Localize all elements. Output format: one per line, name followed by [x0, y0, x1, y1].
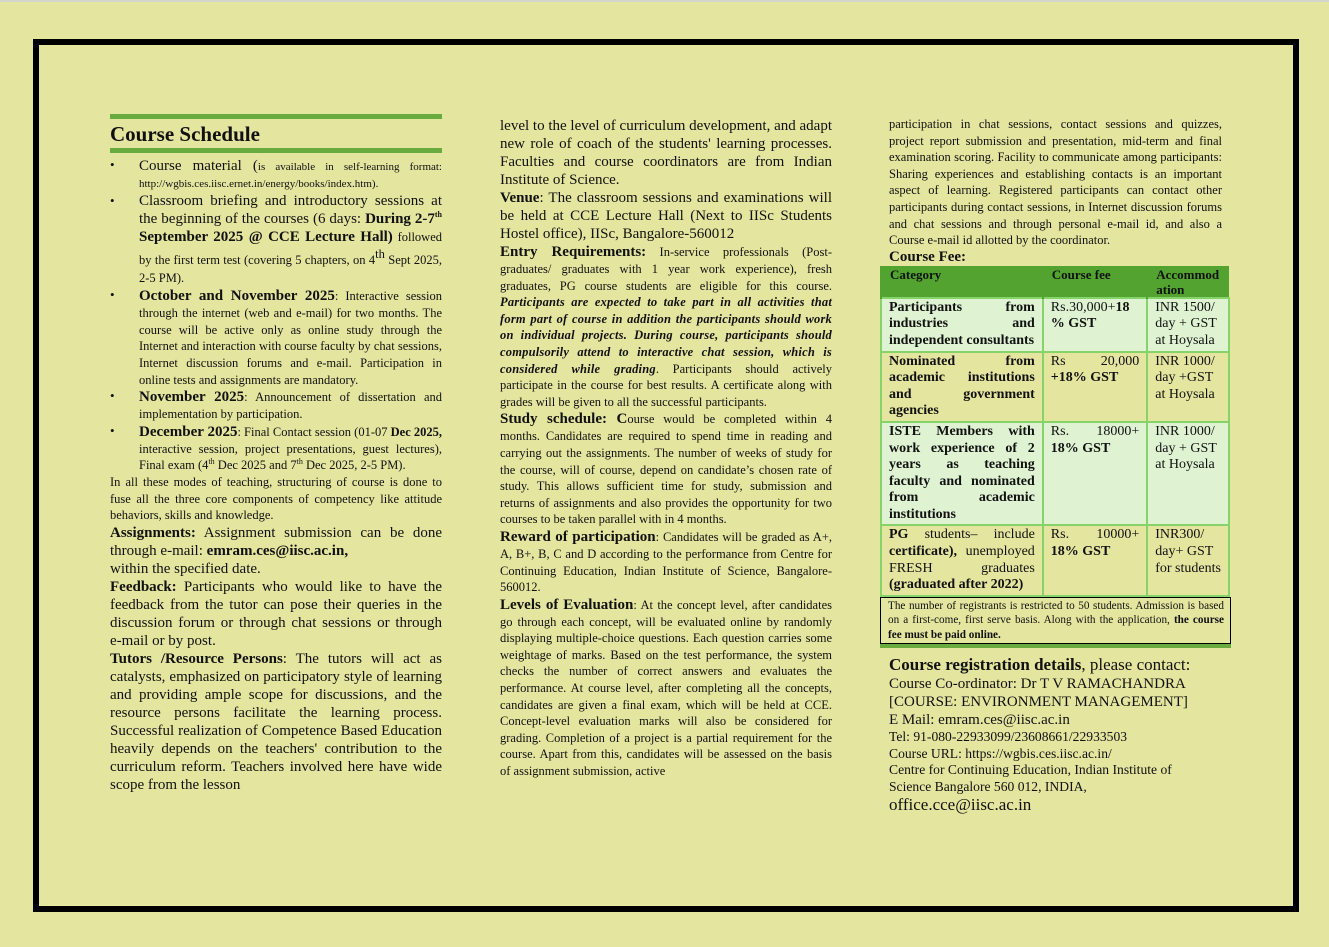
contact-block: [889, 675, 1222, 815]
course-url-link[interactable]: https://wgbis.ces.iisc.ac.in/: [965, 745, 1112, 761]
registration-title: Course registration details, please contact:: [889, 655, 1191, 675]
course-fee-table: [880, 266, 1230, 597]
levels-paragraph: Levels of Evaluation: At the concept level, after candidates go through each concept, will be evaluated online by randomly displaying multiple-choice questions. Each question carries some weightage of marks. Based on the test performance, the system checks the number of correct answers and evaluates the performance. At course level, after completing all the concepts, candidates are given a final exam, which will be held at CCE. Concept-level evaluation marks will also be considered for grading. Completion of a project is a partial requirement for the course. Apart from this, candidates will be assessed on the basis of assignment submission, active: [500, 596, 832, 779]
schedule-item-nov: • November 2025: Announcement of dissertation and implementation by participation.: [110, 388, 442, 423]
column-1: [110, 114, 442, 794]
table-row: [881, 525, 1229, 595]
row-fee: Rs 20,000 +18% GST: [1043, 352, 1147, 422]
email-line: E Mail: emram.ces@iisc.ac.in: [889, 712, 1070, 729]
column-3: [889, 116, 1222, 815]
coordinator-name: Course Co-ordinator: Dr T V RAMACHANDRA: [889, 676, 1186, 693]
header-course-fee: Course fee: [1043, 266, 1147, 298]
office-email-link[interactable]: office.cce@iisc.ac.in: [889, 794, 1032, 814]
feedback-paragraph: Feedback: Participants who would like to have the feedback from the tutor can pose their queries in the discussion forum or through chat sessions or through e-mail or by post.: [110, 578, 442, 649]
entry-requirements-paragraph: Entry Requirements: In-service professionals (Post-graduates/ graduates with 1 year work experience), fresh graduates, PG course students are eligible for this course. Participants are expected to take part in all activities that form part of course in addition the participants should work on individual projects. During course, participants should compulsorily attend to interactive chat session, which is considered while grading. Participants should actively participate in the course for best results. A certificate along with grades will be given to all the successful participants.: [500, 244, 833, 409]
address-line-1: Centre for Continuing Education, Indian Institute of: [889, 762, 1172, 778]
schedule-item-oct-nov: • October and November 2025: Interactive session through the internet (web and e-mail) for two months. The course will be active only as online study through the Internet and interaction with course faculty by chat sessions, Internet discussion forums and e-mail. Participation in online tests and assignments are mandatory.: [110, 287, 442, 388]
course-name: [COURSE: ENVIRONMENT MANAGEMENT]: [889, 694, 1188, 711]
coordinator-email-link[interactable]: emram.ces@iisc.ac.in: [938, 712, 1070, 729]
course-schedule-title: Course Schedule: [110, 122, 260, 146]
registration-note: The number of registrants is restricted to 50 students. Admission is based on a first-come, first serve basis. Along with the application, the course fee must be paid online.: [880, 597, 1231, 645]
table-row: [881, 422, 1229, 526]
note-bottom-rule: [880, 644, 1231, 648]
top-edge: [0, 0, 1329, 2]
title-bottom-rule: [110, 148, 442, 153]
reward-paragraph: Reward of participation: Candidates will be graded as A+, A, B+, B, C and D according to the performance from Centre for Continuing Education, Indian Institute of Science, Bangalore-560012.: [500, 528, 833, 595]
row-fee: Rs. 10000+ 18% GST: [1043, 525, 1147, 595]
row-category: Nominated from academic institutions and government agencies: [881, 352, 1043, 422]
column-2: [500, 117, 832, 780]
venue-paragraph: Venue: The classroom sessions and examinations will be held at CCE Lecture Hall (Next to IISc Students Hostel office), IISc, Bangalore-560012: [500, 190, 832, 242]
row-accommodation: INR300/ day+ GST for students: [1147, 525, 1229, 595]
tutors-paragraph: Tutors /Resource Persons: The tutors will act as catalysts, emphasized on participatory style of learning and providing ample scope for discussions, and the resource persons facilitate the learning process. Successful realization of Competence Based Education heavily depends on the teachers' contribution to the curriculum reform. Teachers involved here have wide scope from the lesson: [110, 650, 442, 793]
row-accommodation: INR 1500/ day + GST at Hoysala: [1147, 298, 1229, 352]
row-category: PG students– include certificate), unemployed FRESH graduates (graduated after 2022): [881, 525, 1043, 595]
table-row: [881, 352, 1229, 422]
participation-paragraph: participation in chat sessions, contact sessions and quizzes, project report submission and presentation, mid-term and final examination scoring. Facility to communicate among participants: Sharing experiences and establishing contacts is an important aspect of learning. Registered participants can contact other participants during contact sessions, in Internet discussion forums and chat sessions and through personal e-mail id, and also a Course e-mail id allotted by the coordinator.: [889, 117, 1222, 248]
assignments-email-link[interactable]: emram.ces@iisc.ac.in,: [206, 542, 349, 559]
schedule-item-dec: • December 2025: Final Contact session (01-07 Dec 2025, interactive session, project presentations, guest lectures), Final exam (4th Dec 2025 and 7th Dec 2025, 2-5 PM).: [110, 423, 442, 474]
row-category: ISTE Members with work experience of 2 years as teaching faculty and nominated from academic institutions: [881, 422, 1043, 526]
curriculum-paragraph: level to the level of curriculum development, and adapt new role of coach of the students' learning processes. Faculties and course coordinators are from Indian Institute of Science.: [500, 118, 832, 188]
schedule-item-course-material: • Course material (is available in self-learning format: http://wgbis.ces.iisc.ernet.in/energy/books/index.htm).: [110, 157, 442, 192]
fee-table-header: [881, 266, 1229, 298]
schedule-item-classroom: • Classroom briefing and introductory sessions at the beginning of the courses (6 days: During 2-7th September 2025 @ CCE Lecture Hall) followed by the first term test (covering 5 chapters, on 4th Sept 2025, 2-5 PM).: [110, 192, 442, 287]
schedule-list: [110, 157, 442, 474]
title-top-rule: [110, 114, 442, 119]
table-row: [881, 298, 1229, 352]
row-fee: Rs.30,000+18 % GST: [1043, 298, 1147, 352]
course-fee-title: Course Fee:: [889, 248, 967, 265]
row-accommodation: INR 1000/ day + GST at Hoysala: [1147, 422, 1229, 526]
course-material-link[interactable]: is available in self-learning format: http://wgbis.ces.iisc.ernet.in/energy/books/index.htm).: [139, 161, 442, 190]
url-line: Course URL: https://wgbis.ces.iisc.ac.in/: [889, 745, 1112, 761]
row-category: Participants from industries and independent consultants: [881, 298, 1043, 352]
header-accommodation: Accommod ation: [1147, 266, 1229, 298]
row-accommodation: INR 1000/ day +GST at Hoysala: [1147, 352, 1229, 422]
assignments-deadline: within the specified date.: [110, 560, 261, 577]
modes-paragraph: In all these modes of teaching, structuring of course is done to fuse all the three core components of competency like attitude behaviors, skills and knowledge.: [110, 474, 442, 523]
header-category: Category: [881, 266, 1043, 298]
row-fee: Rs. 18000+ 18% GST: [1043, 422, 1147, 526]
telephone: Tel: 91-080-22933099/23608661/22933503: [889, 729, 1128, 745]
study-schedule-paragraph: Study schedule: Course would be completed within 4 months. Candidates are required to spend time in reading and carrying out the assignments. The number of weeks of study for the course, will of course, depend on candidate’s chosen rate of study. This allows sufficient time for study, submission and returns of assignments and also provides the opportunity for two courses to be taken parallel with in 4 months.: [500, 411, 832, 527]
address-line-2: Science Bangalore 560 012, INDIA,: [889, 778, 1087, 794]
assignments-paragraph: Assignments: Assignment submission can be done through e-mail: emram.ces@iisc.ac.in,: [110, 524, 442, 559]
